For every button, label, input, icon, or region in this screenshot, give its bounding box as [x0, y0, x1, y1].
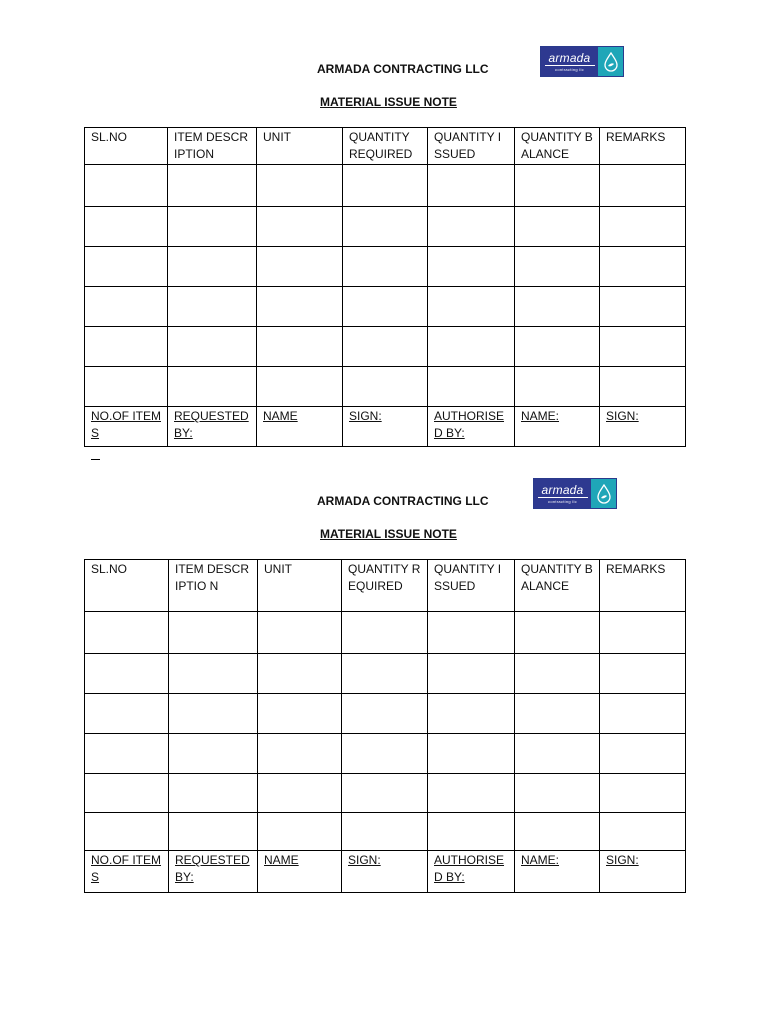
input-cell[interactable]	[428, 367, 515, 407]
header-unit: UNIT	[258, 560, 342, 612]
footer-name: NAME	[258, 851, 342, 893]
logo-wordmark: armada	[541, 482, 584, 497]
input-cell[interactable]	[515, 207, 600, 247]
input-cell[interactable]	[85, 165, 168, 207]
input-cell[interactable]	[515, 813, 600, 851]
footer-no-of-items: NO.OF ITEMS	[85, 407, 168, 447]
input-cell[interactable]	[258, 813, 342, 851]
input-cell[interactable]	[258, 694, 342, 734]
header-remarks: REMARKS	[600, 560, 686, 612]
input-cell[interactable]	[515, 694, 600, 734]
material-issue-table	[84, 559, 686, 893]
input-cell[interactable]	[169, 612, 258, 654]
input-cell[interactable]	[168, 207, 257, 247]
input-cell[interactable]	[85, 247, 168, 287]
input-cell[interactable]	[600, 327, 686, 367]
input-cell[interactable]	[428, 654, 515, 694]
footer-name: NAME	[257, 407, 343, 447]
footer-requested-by: REQUESTED BY:	[169, 851, 258, 893]
footer-authoriser-name: NAME:	[515, 407, 600, 447]
input-cell[interactable]	[343, 165, 428, 207]
input-cell[interactable]	[85, 774, 169, 813]
input-cell[interactable]	[85, 654, 169, 694]
input-cell[interactable]	[515, 287, 600, 327]
footer-sign: SIGN:	[342, 851, 428, 893]
table-row	[85, 247, 686, 287]
input-cell[interactable]	[428, 612, 515, 654]
input-cell[interactable]	[428, 694, 515, 734]
input-cell[interactable]	[428, 813, 515, 851]
input-cell[interactable]	[85, 612, 169, 654]
input-cell[interactable]	[600, 207, 686, 247]
input-cell[interactable]	[343, 367, 428, 407]
input-cell[interactable]	[428, 165, 515, 207]
input-cell[interactable]	[85, 367, 168, 407]
input-cell[interactable]	[600, 813, 686, 851]
input-cell[interactable]	[169, 694, 258, 734]
input-cell[interactable]	[342, 774, 428, 813]
header-unit: UNIT	[257, 128, 343, 165]
input-cell[interactable]	[258, 612, 342, 654]
input-cell[interactable]	[515, 327, 600, 367]
table-row	[85, 165, 686, 207]
footer-authorised-by: AUTHORISE D BY:	[428, 407, 515, 447]
input-cell[interactable]	[428, 734, 515, 774]
input-cell[interactable]	[258, 654, 342, 694]
footer-authorised-by: AUTHORISED BY:	[428, 851, 515, 893]
company-name: ARMADA CONTRACTING LLC	[317, 494, 489, 508]
footer-row	[85, 407, 686, 447]
input-cell[interactable]	[515, 367, 600, 407]
header-row	[85, 560, 686, 612]
footer-no-of-items: NO.OF ITEMS	[85, 851, 169, 893]
logo-subtext: contracting llc	[548, 498, 577, 504]
input-cell[interactable]	[428, 327, 515, 367]
input-cell[interactable]	[342, 612, 428, 654]
footer-authoriser-name: NAME:	[515, 851, 600, 893]
input-cell[interactable]	[515, 247, 600, 287]
input-cell[interactable]	[168, 165, 257, 207]
input-cell[interactable]	[515, 165, 600, 207]
input-cell[interactable]	[343, 287, 428, 327]
input-cell[interactable]	[428, 774, 515, 813]
input-cell[interactable]	[85, 694, 169, 734]
material-issue-table	[84, 127, 686, 447]
input-cell[interactable]	[258, 734, 342, 774]
input-cell[interactable]	[85, 813, 169, 851]
header-sl-no: SL.NO	[85, 560, 169, 612]
input-cell[interactable]	[600, 287, 686, 327]
input-cell[interactable]	[342, 813, 428, 851]
header-remarks: REMARKS	[600, 128, 686, 165]
footer-requested-by: REQUESTED BY:	[168, 407, 257, 447]
table-row	[85, 287, 686, 327]
input-cell[interactable]	[600, 694, 686, 734]
table-row	[85, 327, 686, 367]
input-cell[interactable]	[168, 327, 257, 367]
input-cell[interactable]	[169, 813, 258, 851]
input-cell[interactable]	[257, 367, 343, 407]
input-cell[interactable]	[85, 207, 168, 247]
input-cell[interactable]	[428, 287, 515, 327]
header-quantity-required: QUANTITY REQUIRED	[342, 560, 428, 612]
input-cell[interactable]	[169, 654, 258, 694]
input-cell[interactable]	[257, 247, 343, 287]
table-row	[85, 207, 686, 247]
input-cell[interactable]	[342, 654, 428, 694]
logo-wordmark: armada	[548, 50, 591, 65]
input-cell[interactable]	[515, 654, 600, 694]
input-cell[interactable]	[515, 774, 600, 813]
input-cell[interactable]	[600, 367, 686, 407]
table-row	[85, 774, 686, 813]
company-logo	[540, 46, 624, 77]
input-cell[interactable]	[85, 327, 168, 367]
footer-row	[85, 851, 686, 893]
header-item-description: ITEM DESCRIPTIO N	[169, 560, 258, 612]
input-cell[interactable]	[600, 612, 686, 654]
footer-authoriser-sign: SIGN:	[600, 851, 686, 893]
table-row	[85, 813, 686, 851]
header-quantity-issued: QUANTITY ISSUED	[428, 560, 515, 612]
header-quantity-balance: QUANTITY BALANCE	[515, 128, 600, 165]
input-cell[interactable]	[343, 327, 428, 367]
header-sl-no: SL.NO	[85, 128, 168, 165]
input-cell[interactable]	[169, 774, 258, 813]
water-drop-leaf-icon	[598, 47, 623, 76]
input-cell[interactable]	[515, 734, 600, 774]
input-cell[interactable]	[428, 207, 515, 247]
input-cell[interactable]	[343, 247, 428, 287]
input-cell[interactable]	[428, 247, 515, 287]
input-cell[interactable]	[257, 207, 343, 247]
table-row	[85, 734, 686, 774]
header-row	[85, 128, 686, 165]
footer-sign: SIGN:	[343, 407, 428, 447]
input-cell[interactable]	[342, 694, 428, 734]
input-cell[interactable]	[600, 774, 686, 813]
input-cell[interactable]	[600, 165, 686, 207]
input-cell[interactable]	[515, 612, 600, 654]
water-drop-leaf-icon	[591, 479, 616, 508]
separator-mark	[91, 459, 100, 460]
input-cell[interactable]	[258, 774, 342, 813]
header-quantity-issued: QUANTITY ISSUED	[428, 128, 515, 165]
logo-subtext: contracting llc	[555, 66, 584, 72]
input-cell[interactable]	[600, 734, 686, 774]
table-row	[85, 694, 686, 734]
input-cell[interactable]	[257, 327, 343, 367]
input-cell[interactable]	[168, 287, 257, 327]
form-title: MATERIAL ISSUE NOTE	[320, 95, 457, 109]
form-title: MATERIAL ISSUE NOTE	[320, 527, 457, 541]
input-cell[interactable]	[343, 207, 428, 247]
input-cell[interactable]	[600, 247, 686, 287]
input-cell[interactable]	[257, 287, 343, 327]
table-row	[85, 367, 686, 407]
input-cell[interactable]	[169, 734, 258, 774]
header-quantity-balance: QUANTITY BALANCE	[515, 560, 600, 612]
input-cell[interactable]	[257, 165, 343, 207]
input-cell[interactable]	[168, 247, 257, 287]
company-name: ARMADA CONTRACTING LLC	[317, 62, 489, 76]
input-cell[interactable]	[85, 734, 169, 774]
input-cell[interactable]	[85, 287, 168, 327]
company-logo	[533, 478, 617, 509]
header-quantity-required: QUANTITY REQUIRED	[343, 128, 428, 165]
table-row	[85, 612, 686, 654]
header-item-description: ITEM DESCRIPTION	[168, 128, 257, 165]
footer-authoriser-sign: SIGN:	[600, 407, 686, 447]
input-cell[interactable]	[342, 734, 428, 774]
input-cell[interactable]	[168, 367, 257, 407]
input-cell[interactable]	[600, 654, 686, 694]
table-row	[85, 654, 686, 694]
